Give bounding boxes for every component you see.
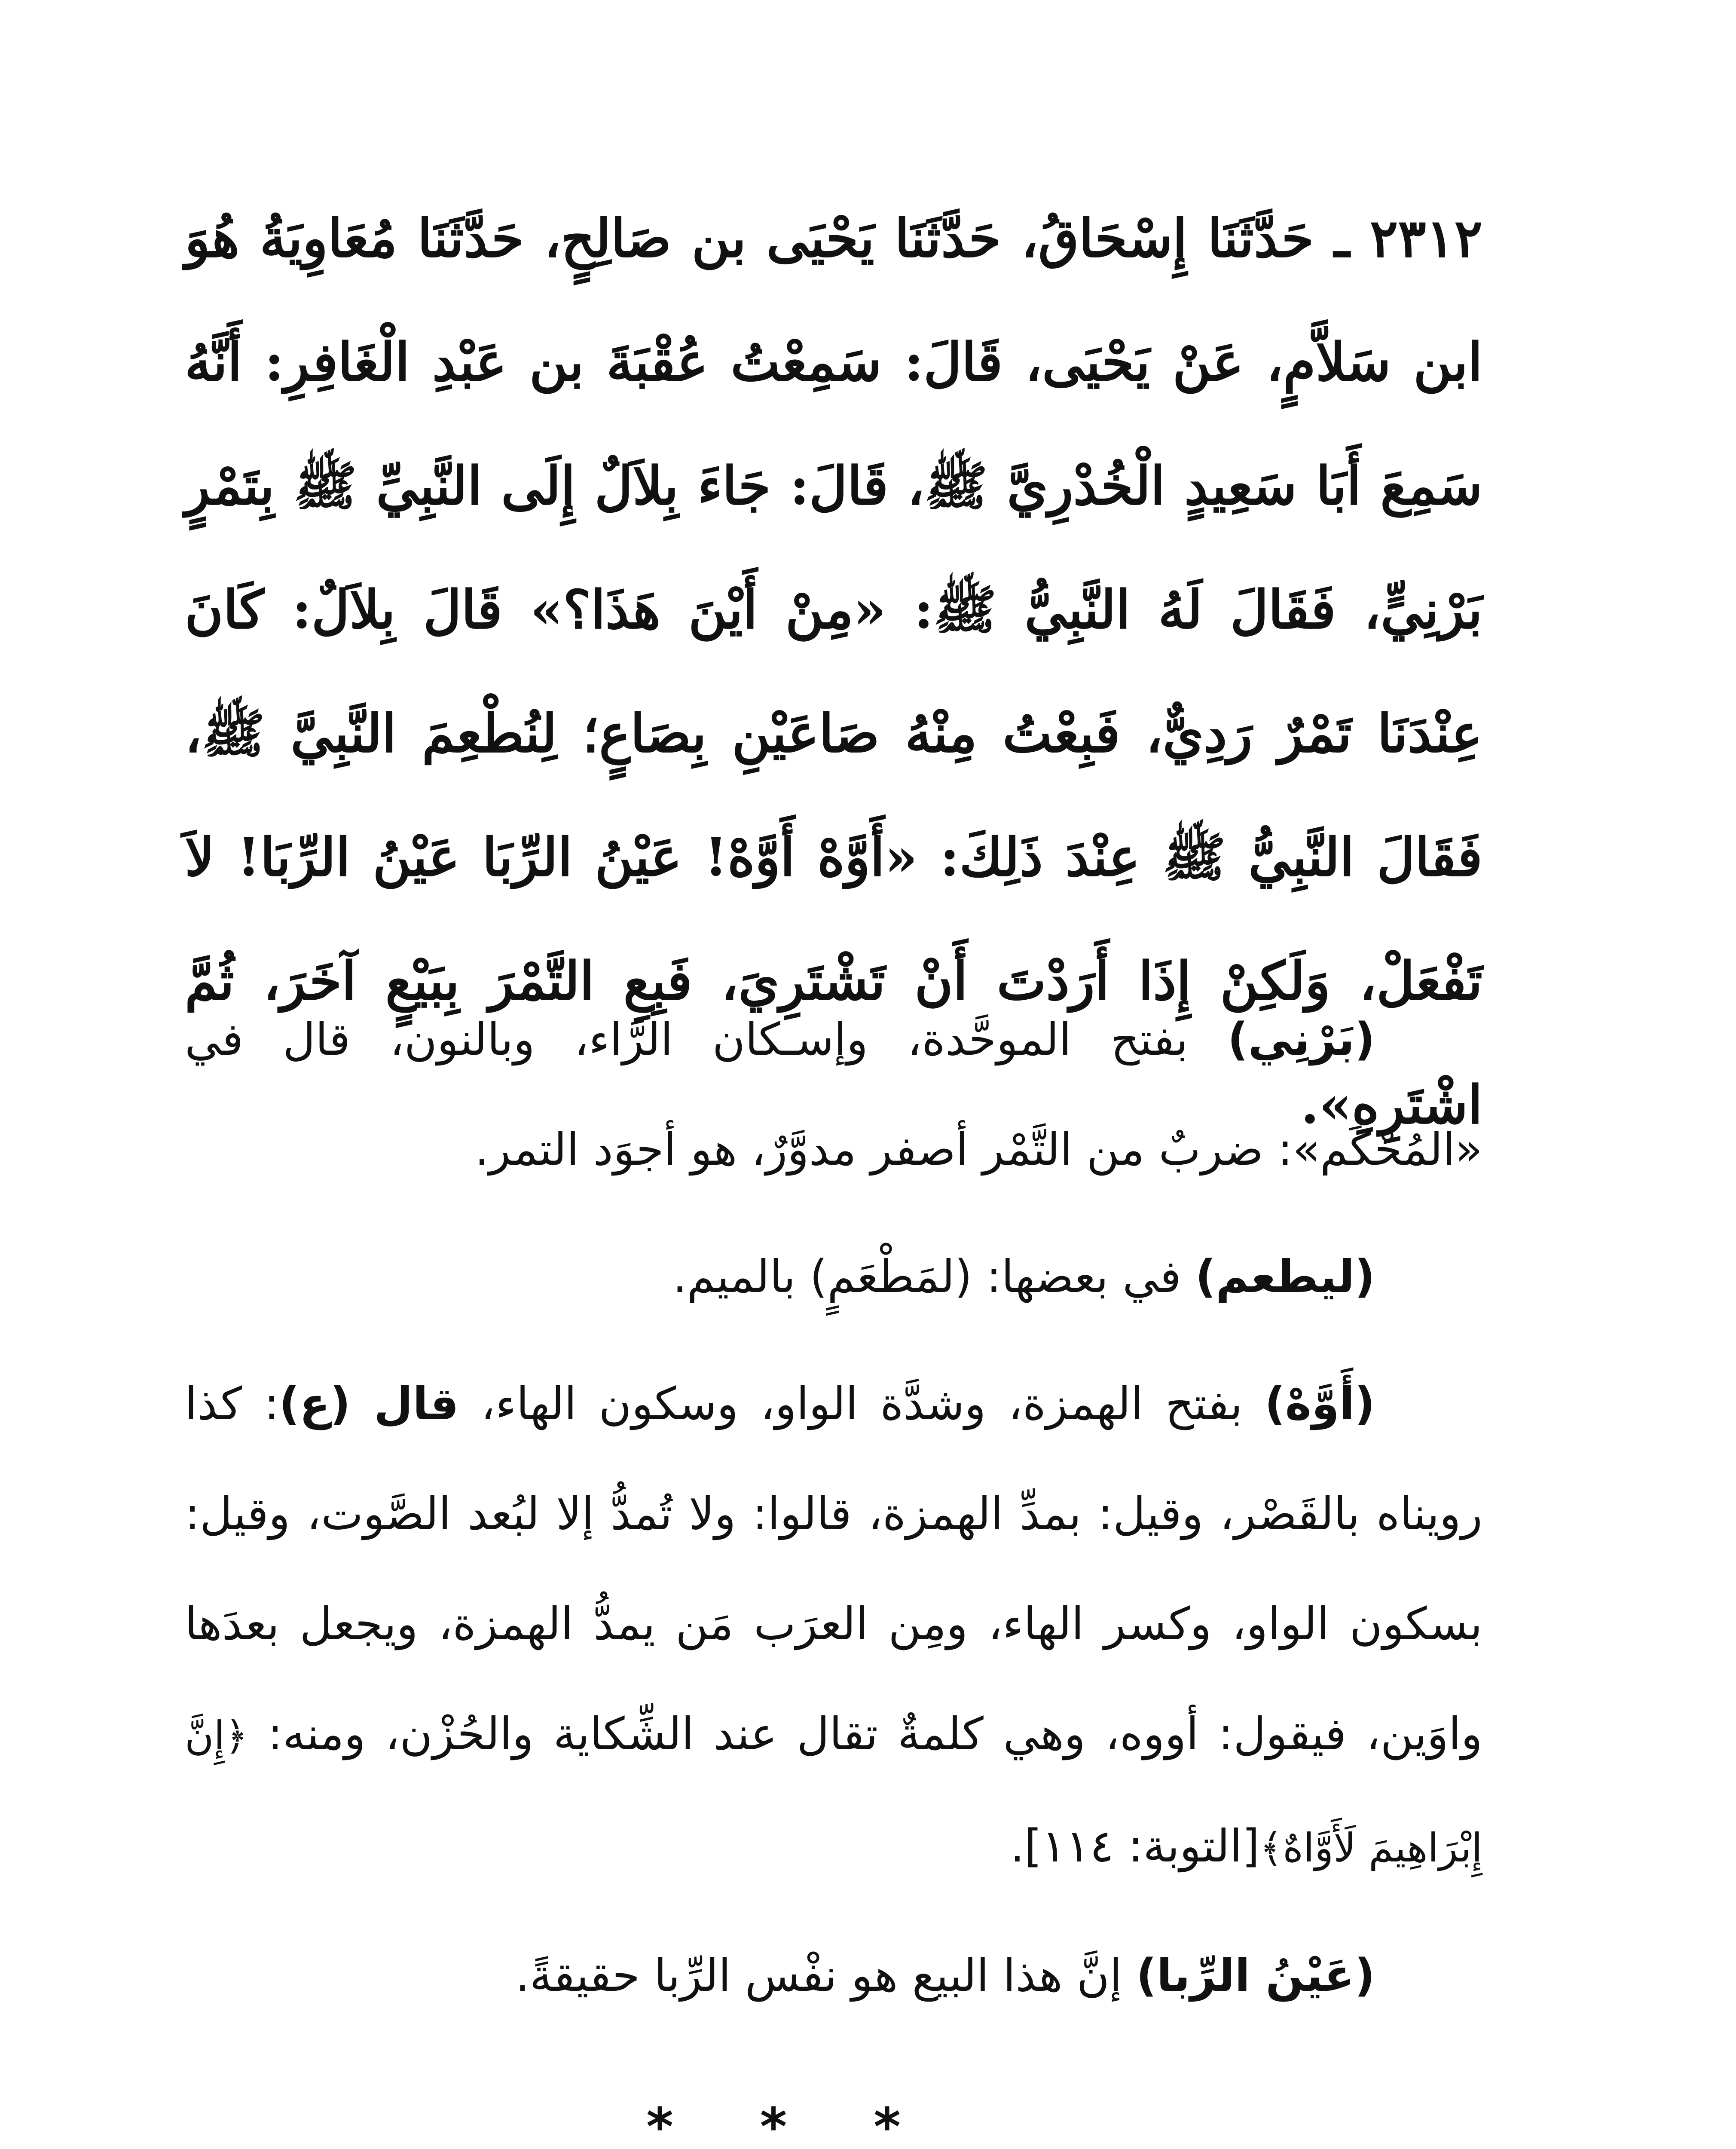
section-separator: * * * [646, 2097, 935, 2149]
commentary-text: إنَّ هذا البيع هو نفْس الرِّبا حقيقةً. [515, 1949, 1137, 2002]
commentary-paragraph-barni [185, 984, 1482, 1204]
hadith-paragraph: ٢٣١٢ ـ حَدَّثَنَا إِسْحَاقُ، حَدَّثَنَا يَحْيَى بن صَالِحٍ، حَدَّثَنَا مُعَاوِيَةُ هُوَ ابن سَلاَّمٍ، عَنْ يَحْيَى، قَالَ: سَمِعْتُ عُقْبَةَ بن عَبْدِ الْغَافِرِ: أَنَّهُ سَمِعَ أَبَا سَعِيدٍ الْخُدْرِيَّ ﷺ، قَالَ: جَاءَ بِلاَلٌ إِلَى النَّبِيِّ ﷺ بِتَمْرٍ بَرْنِيٍّ، فَقَالَ لَهُ النَّبِيُّ ﷺ: «مِنْ أَيْنَ هَذَا؟» قَالَ بِلاَلٌ: كَانَ عِنْدَنَا تَمْرٌ رَدِيٌّ، فَبِعْتُ مِنْهُ صَاعَيْنِ بِصَاعٍ؛ لِنُطْعِمَ النَّبِيَّ ﷺ، فَقَالَ النَّبِيُّ ﷺ عِنْدَ ذَلِكَ: «أَوَّهْ أَوَّهْ! عَيْنُ الرِّبَا عَيْنُ الرِّبَا! لاَ تَفْعَلْ، وَلَكِنْ إِذَا أَرَدْتَ أَنْ تَشْتَرِيَ، فَبِعِ التَّمْرَ بِبَيْعٍ آخَرَ، ثُمَّ اشْتَرِهِ». [185, 207, 1482, 1136]
quran-reference: [التوبة: ١١٤]. [1010, 1820, 1260, 1872]
commentary-term: (ليطعم) [1195, 1250, 1375, 1303]
commentary-term: (أَوَّهْ) [1265, 1378, 1375, 1430]
commentary-term: (بَرْنِي) [1227, 1013, 1375, 1065]
commentary-paragraph-awwah [185, 1349, 1482, 1903]
commentary-paragraph-ayn-riba [185, 1920, 1482, 2030]
commentary-paragraph-liyutim [185, 1221, 1482, 1332]
commentary-attribution: قال (ع) [279, 1378, 459, 1430]
quran-quote: ﴿إِنَّ إِبْرَاهِيمَ لَأَوَّاهٌ﴾ [185, 1713, 1482, 1871]
commentary-text: بفتح الموحَّدة، وإسـكان الرَّاء، وبالنون، قال في «المُحْكَم»: ضربٌ من التَّمْر أصفر مدوَّرٌ، هو أجوَد التمر. [185, 1013, 1482, 1176]
commentary-term: (عَيْنُ الرِّبا) [1136, 1949, 1375, 2002]
commentary-text: بفتح الهمزة، وشدَّة الواو، وسكون الهاء، [458, 1378, 1265, 1430]
commentary-text: في بعضها: (لمَطْعَمٍ) بالميم. [672, 1250, 1195, 1303]
commentary-text: : كذا رويناه بالقَصْر، وقيل: بمدِّ الهمزة، قالوا: ولا تُمدُّ إلا لبُعد الصَّوت، وقيل: بسكون الواو، وكسر الهاء، ومِن العرَب مَن يمدُّ الهمزة، ويجعل بعدَها واوَين، فيقول: أووه، وهي كلمةٌ تقال عند الشِّكاية والحُزْن، ومنه: [185, 1378, 1482, 1760]
commentary-block [185, 984, 1482, 2030]
